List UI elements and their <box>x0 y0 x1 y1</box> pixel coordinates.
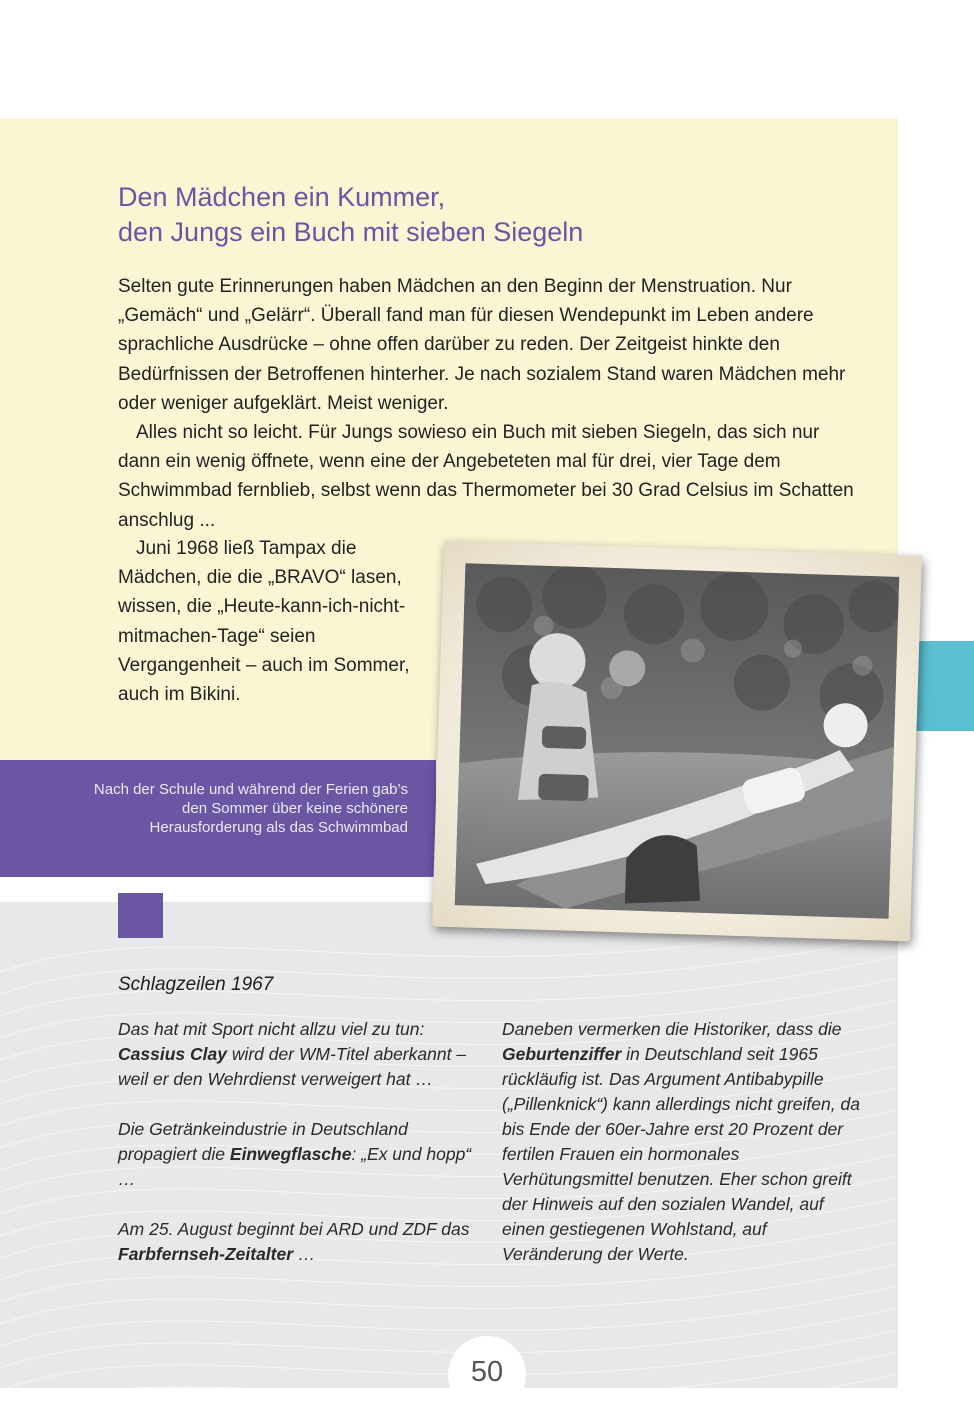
headline-4-post: in Deutschland seit 1965 rückläufig ist. Das Argument Antibabypille („Pillenknick“) kann allerdings nicht greifen, da bis Ende der 60er-Jahre erst 20 Prozent der fertilen Frauen ein hormonales Verhütungsmittel benutzen. Eher schon greift der Hinweis auf den sozialen Wandel, auf einen gestiegenen Wohlstand, auf Veränderung der Werte. <box>502 1044 860 1264</box>
photo-caption-bar <box>0 760 436 877</box>
headline-item-4 <box>502 1017 862 1267</box>
headline-4-bold: Geburtenziffer <box>502 1044 622 1064</box>
page-number: 50 <box>470 1356 504 1388</box>
headline-1-bold: Cassius Clay <box>118 1044 227 1064</box>
swimming-pool-photo <box>455 563 900 918</box>
headlines-right-column <box>502 1017 862 1292</box>
headline-3-post: … <box>293 1244 316 1264</box>
section-marker-square <box>118 893 163 938</box>
body-paragraph-1: Selten gute Erinnerungen haben Mädchen an den Beginn der Menstruation. Nur „Gemäch“ und „Gelärr“. Überall fand man für diesen Wendepunkt im Leben andere sprachliche Ausdrücke – ohne offen darüber zu reden. Der Zeitgeist hinkte den Bedürfnissen der Betroffenen hinterher. Je nach sozialem Stand waren Mädchen mehr oder weniger aufgeklärt. Meist weniger. <box>118 276 846 414</box>
headline-2-pre: Die Getränkeindustrie in Deutschland propagiert die <box>118 1119 408 1164</box>
body-paragraph-3 <box>118 534 418 709</box>
headline-2-post: : „Ex und hopp“ … <box>118 1144 472 1189</box>
headline-1-pre: Das hat mit Sport nicht allzu viel zu tun: <box>118 1019 425 1039</box>
headline-item-2 <box>118 1117 488 1192</box>
photo-caption: Nach der Schule und während der Ferien gab’s den Sommer über keine schönere Herausforderung als das Schwimmbad <box>93 781 408 836</box>
headline-item-3 <box>118 1217 488 1267</box>
body-paragraph-3-text: Juni 1968 ließ Tampax die Mädchen, die die „BRAVO“ lasen, wissen, die „Heute-kann-ich-nicht-mitmachen-Tage“ seien Vergangenheit – auch im Sommer, auch im Bikini. <box>118 538 410 706</box>
headline-2-bold: Einwegflasche <box>229 1144 352 1164</box>
headline-1-post: wird der WM-Titel aberkannt – weil er den Wehrdienst verweigert hat … <box>118 1044 467 1089</box>
photo-illustration <box>455 563 900 918</box>
headline-3-pre: Am 25. August beginnt bei ARD und ZDF das <box>118 1219 470 1239</box>
article-heading <box>118 180 838 250</box>
body-paragraph-2: Alles nicht so leicht. Für Jungs sowieso ein Buch mit sieben Siegeln, das sich nur dann ein wenig öffnete, wenn eine der Angebeteten mal für drei, vier Tage dem Schwimmbad fernblieb, selbst wenn das Thermometer bei 30 Grad Celsius im Schatten anschlug ... <box>118 422 854 531</box>
vintage-photo-frame <box>432 541 922 942</box>
headline-4-pre: Daneben vermerken die Historiker, dass die <box>502 1019 842 1039</box>
chapter-tab-marker <box>912 641 974 731</box>
headline-item-1 <box>118 1017 488 1092</box>
wave-line <box>0 1286 898 1346</box>
article-body <box>118 272 863 535</box>
headlines-left-column <box>118 1017 488 1292</box>
heading-line-1: Den Mädchen ein Kummer, <box>118 182 446 212</box>
headline-3-bold: Farbfernseh-Zeitalter <box>118 1244 294 1264</box>
heading-line-2: den Jungs ein Buch mit sieben Siegeln <box>118 217 584 247</box>
headlines-title: Schlagzeilen 1967 <box>118 974 274 995</box>
